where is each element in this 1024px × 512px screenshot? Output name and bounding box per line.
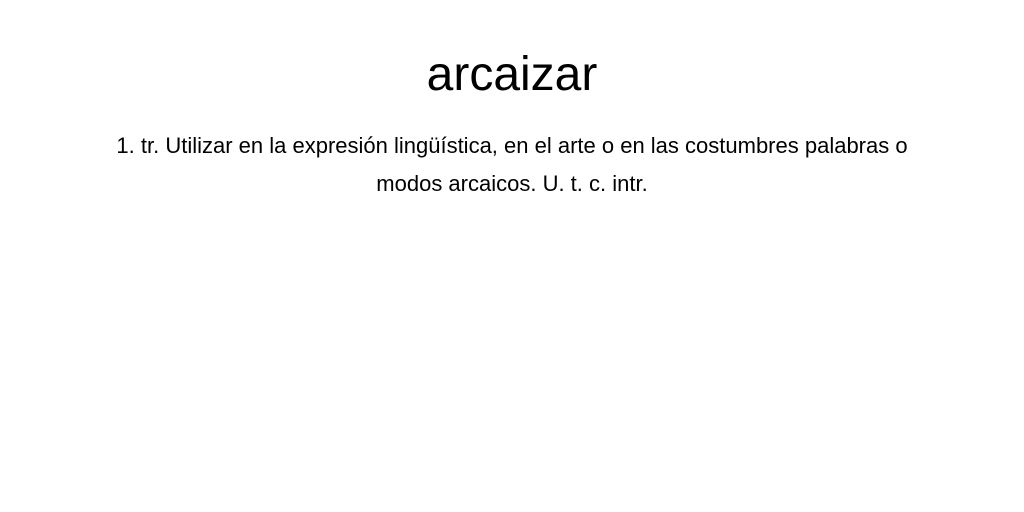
entry-definition: 1. tr. Utilizar en la expresión lingüística, en el arte o en las costumbres palabras o modos arcaicos. U. t. c. intr. [116, 133, 908, 196]
entry-headword: arcaizar [426, 48, 598, 101]
